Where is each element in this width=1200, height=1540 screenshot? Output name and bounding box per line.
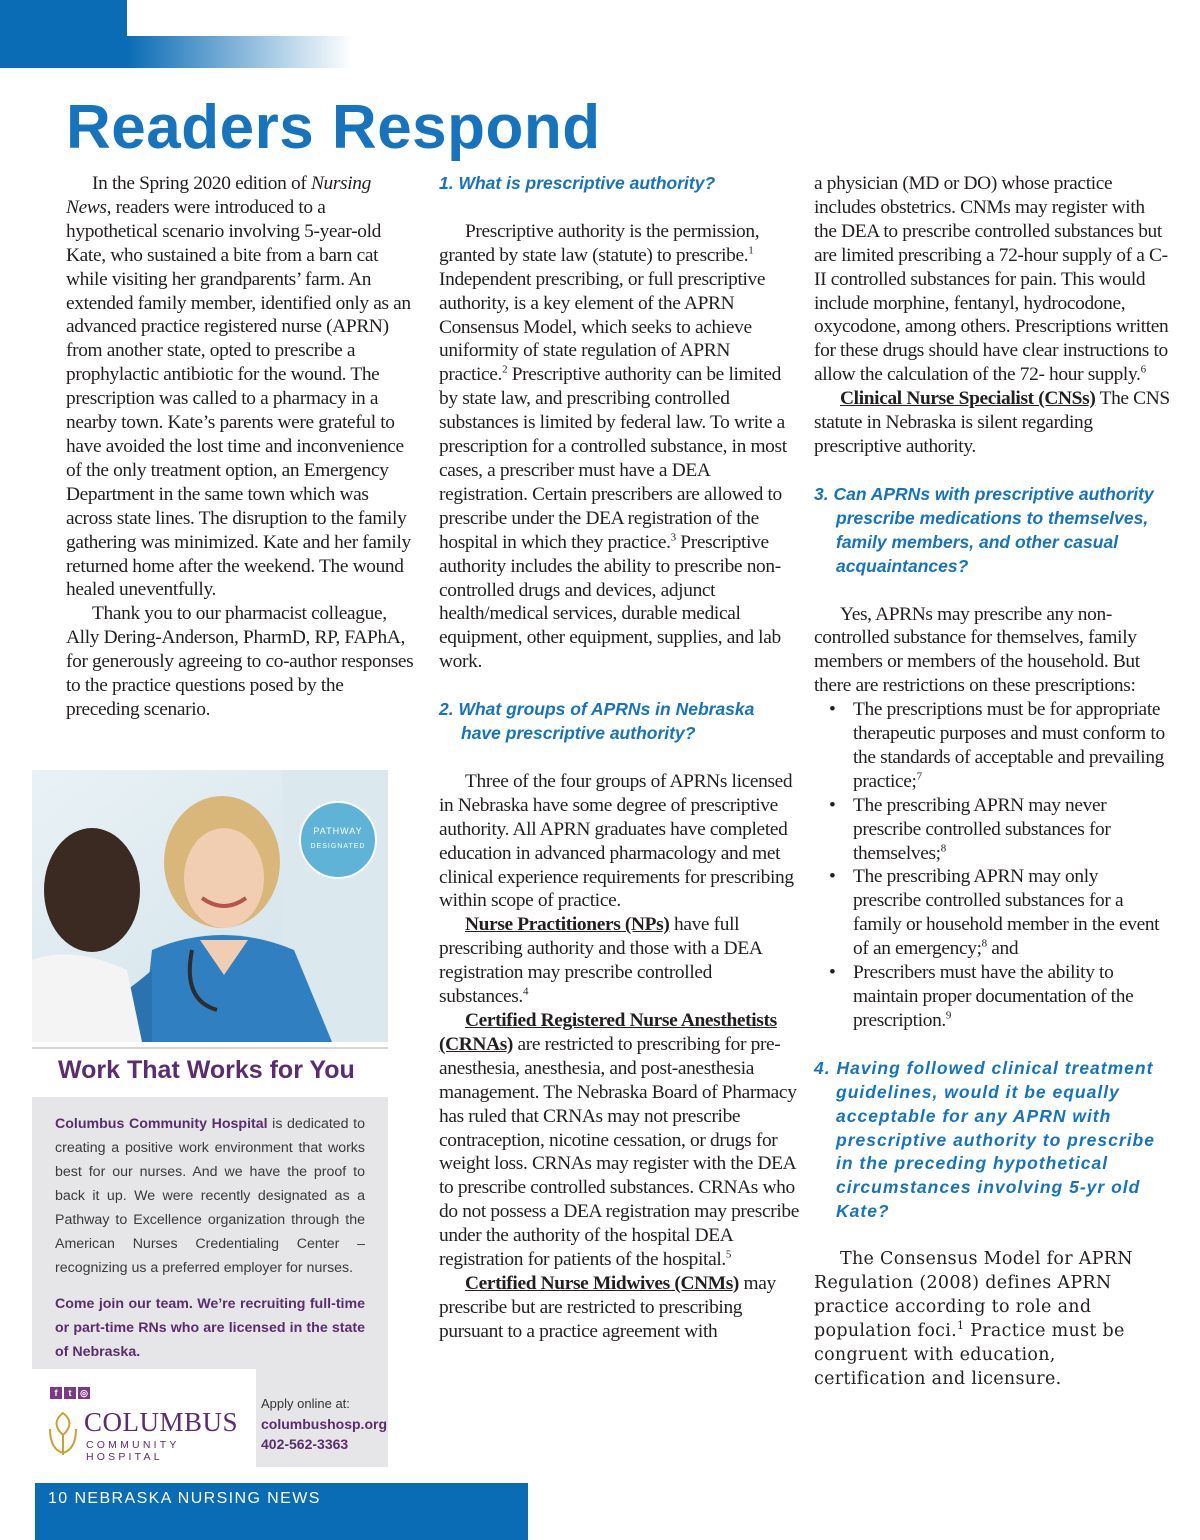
ad-heading: Work That Works for You bbox=[58, 1056, 355, 1084]
column-3 bbox=[814, 172, 1170, 1392]
nurse-photo bbox=[32, 770, 388, 1042]
social-icons bbox=[50, 1387, 90, 1399]
phone-number[interactable]: 402-562-3363 bbox=[261, 1436, 349, 1452]
facebook-icon[interactable]: f bbox=[50, 1387, 62, 1399]
question-4: 4. Having followed clinical treatment guidelines, would it be equally acceptable for any APRN with prescriptive authority to prescribe in the preceding hypothetical circumstances involving 5-yr old Kate? bbox=[814, 1057, 1155, 1222]
footer-text: 10 NEBRASKA NURSING NEWS bbox=[48, 1490, 321, 1507]
ad-call-to-action: Come join our team. We’re recruiting full-time or part-time RNs who are licensed in the state of Nebraska. bbox=[55, 1296, 365, 1360]
cns-paragraph: Clinical Nurse Specialist (CNSs) The CNS statute in Nebraska is silent regarding prescriptive authority. bbox=[814, 388, 1170, 457]
twitter-icon[interactable]: t bbox=[64, 1387, 76, 1399]
list-item: • Prescribers must have the ability to maintain proper documentation of the prescription.$^9$ bbox=[814, 961, 1170, 1033]
list-item: • The prescriptions must be for appropriate therapeutic purposes and must conform to the standards of acceptable and prevailing practice;$^7$ bbox=[814, 698, 1170, 794]
logo-subtitle: COMMUNITY HOSPITAL bbox=[86, 1439, 180, 1463]
intro-paragraph: In the Spring 2020 edition of Nursing News, readers were introduced to a hypothetical scenario involving 5-year-old Kate, who sustained a bite from a barn cat while visiting her grandparents’ farm. An extended family member, identified only as an advanced practice registered nurse (APRN) from another state, opted to prescribe a prophylactic antibiotic for the wound. The prescription was called to a pharmacy in a nearby town. Kate’s parents were grateful to have avoided the lost time and inconvenience of the only treatment option, an Emergency Department in the same town which was across state lines. The disruption to the family gathering was minimized. Kate and her family returned home after the weekend. The wound healed uneventfully. bbox=[66, 173, 411, 601]
instagram-icon[interactable]: ◎ bbox=[78, 1387, 90, 1399]
page-footer bbox=[35, 1483, 528, 1540]
header-gradient-bar bbox=[127, 36, 352, 68]
list-item: • The prescribing APRN may never prescribe controlled substances for themselves;$^8$ bbox=[814, 794, 1170, 866]
crna-paragraph: Certified Registered Nurse Anesthetists (CRNAs) are restricted to prescribing for pre-anesthesia, anesthesia, and post-anesthesia management. The Nebraska Board of Pharmacy has ruled that CRNAs may not prescribe contraception, nicotine cessation, or drugs for weight loss. CRNAs may register with the DEA to prescribe controlled substances. CRNAs who do not possess a DEA registration may prescribe under the authority of the hospital DEA registration for patients of the hospital.$^5$ bbox=[439, 1010, 799, 1271]
answer-2: Three of the four groups of APRNs licensed in Nebraska have some degree of prescriptive authority. All APRN graduates have completed education in advanced pharmacology and met clinical experience requirements for prescribing within scope of practice. bbox=[439, 770, 794, 912]
column-1 bbox=[66, 172, 416, 722]
answer-4: The Consensus Model for APRN Regulation (2008) defines APRN practice according to role and population foci.$^1$ Practice must be congruent with education, certification and licensure. bbox=[814, 1249, 1133, 1389]
restrictions-list bbox=[814, 698, 1170, 1033]
cnm-paragraph: Certified Nurse Midwives (CNMs) may prescribe but are restricted to prescribing pursuant to a practice agreement with bbox=[439, 1272, 776, 1342]
answer-3: Yes, APRNs may prescribe any non-controlled substance for themselves, family members or members of the household. But there are restrictions on these prescriptions: bbox=[814, 603, 1140, 697]
ad-box bbox=[32, 1097, 388, 1467]
question-1: 1. What is prescriptive authority? bbox=[439, 173, 716, 193]
thanks-paragraph: Thank you to our pharmacist colleague, Ally Dering-Anderson, PharmD, RP, FAPhA, for generously agreeing to co-author responses to the practice questions posed by the preceding scenario. bbox=[66, 603, 414, 720]
logo-name: COLUMBUS bbox=[84, 1407, 239, 1437]
answer-1: Prescriptive authority is the permission, granted by state law (statute) to prescribe.$^1$ Independent prescribing, or full prescriptive authority, is a key element of the APRN Consensus Model, which seeks to achieve uniformity of state regulation of APRN practice.$^2$ Prescriptive authority can be limited by state law, and prescribing controlled substances is limited by federal law. To write a prescription for a controlled substance, in most cases, a prescriber must have a DEA registration. Certain prescribers are allowed to prescribe under the DEA registration of the hospital in which they practice.$^3$ Prescriptive authority includes the ability to prescribe non-controlled drugs and devices, adjunct health/medical services, durable medical equipment, other equipment, supplies, and lab work. bbox=[439, 220, 787, 673]
ad-body: Columbus Community Hospital is dedicated to creating a positive work environment that works best for our nurses. And we have the proof to back it up. We were recently designated as a Pathway to Excellence organization through the American Nurses Credentialing Center – recognizing us a preferred employer for nurses. bbox=[55, 1116, 365, 1276]
logo-emblem-icon bbox=[46, 1409, 80, 1457]
website-link[interactable]: columbushosp.org bbox=[261, 1416, 387, 1432]
header-color-block bbox=[0, 0, 127, 68]
badge-line-2: DESIGNATED bbox=[310, 843, 366, 850]
badge-line-1: PATHWAY bbox=[313, 826, 363, 836]
cnm-continued: a physician (MD or DO) whose practice includes obstetrics. CNMs may register with the DEA to prescribe controlled substances but are limited prescribing a 72-hour supply of a C-II controlled substances for pain. This would include morphine, fentanyl, hydrocodone, oxycodone, among others. Prescriptions written for these drugs should have clear instructions to allow the calculation of the 72- hour supply.$^6$ bbox=[814, 173, 1169, 386]
page-title: Readers Respond bbox=[66, 93, 601, 162]
ad-divider bbox=[32, 1047, 388, 1049]
ad-contact bbox=[261, 1394, 387, 1454]
np-paragraph: Nurse Practitioners (NPs) have full prescribing authority and those with a DEA registration may prescribe controlled substances.$^4$ bbox=[439, 914, 762, 1008]
apply-label: Apply online at: bbox=[261, 1396, 350, 1411]
question-2: 2. What groups of APRNs in Nebraska have prescriptive authority? bbox=[439, 699, 755, 744]
question-3: 3. Can APRNs with prescriptive authority prescribe medications to themselves, family members, and other casual acquaintances? bbox=[814, 483, 1154, 576]
list-item: • The prescribing APRN may only prescribe controlled substances for a family or household member in the event of an emergency;$^8$ and bbox=[814, 865, 1170, 961]
hospital-logo bbox=[32, 1369, 256, 1467]
column-2 bbox=[439, 172, 799, 1344]
